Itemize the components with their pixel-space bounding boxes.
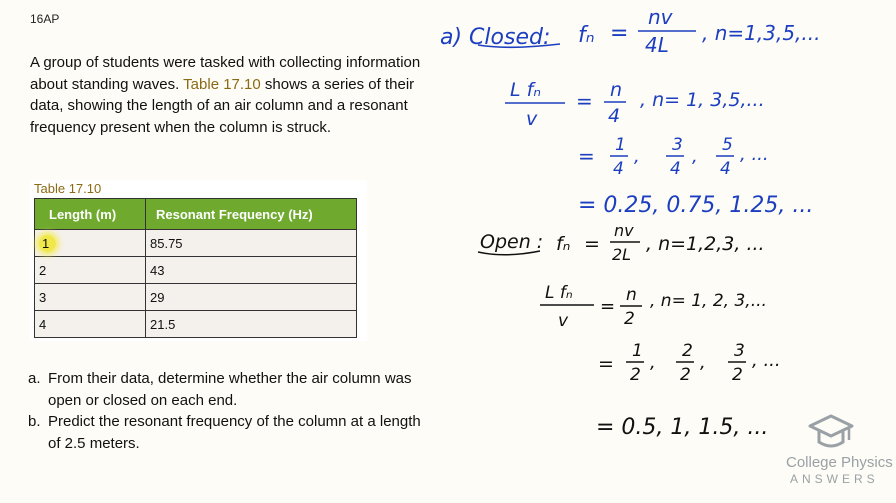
logo-subtext: ANSWERS [790, 472, 879, 486]
equals-sign: = [598, 353, 614, 375]
lfn-denominator: v [526, 108, 538, 130]
open-n-range-2: , n= 1, 2, 3,... [650, 291, 767, 311]
column-header-length: Length (m) [35, 199, 146, 230]
table-cell-length: 3 [35, 284, 146, 311]
problem-id: 16AP [30, 12, 60, 26]
column-header-frequency: Resonant Frequency (Hz) [146, 199, 357, 230]
comma: , [692, 146, 698, 167]
table-cell-length: 4 [35, 311, 146, 338]
table-cell-frequency: 43 [146, 257, 357, 284]
question-label: b. [28, 413, 41, 430]
question-text: From their data, determine whether the air column was open or closed on each end. [48, 370, 412, 409]
open-values: = 0.5, 1, 1.5, ... [596, 415, 769, 440]
problem-intro: A group of students were tasked with collecting information about standing waves. [30, 54, 421, 93]
closed-n-range-2: , n= 1, 3,5,... [640, 89, 765, 111]
frac-1-num: 1 [615, 135, 626, 155]
closed-values: = 0.25, 0.75, 1.25, ... [578, 193, 814, 218]
n-over-two-denominator: 2 [624, 309, 635, 329]
open-lfn-numerator: L fₙ [545, 283, 573, 303]
equals-sign: = [600, 296, 616, 317]
closed-denominator: 4L [645, 33, 669, 57]
closed-equals: = [610, 21, 629, 46]
frac-three-halves-num: 3 [734, 341, 745, 361]
frac-half-num: 1 [632, 341, 643, 361]
frac-1-den: 4 [613, 159, 624, 179]
frac-5-den: 4 [720, 159, 731, 179]
closed-heading: a) Closed: [440, 25, 551, 50]
frac-3-num: 3 [672, 135, 683, 155]
table-cell-frequency: 85.75 [146, 230, 357, 257]
comma: , [634, 146, 640, 167]
table-reference-link: Table 17.10 [183, 75, 261, 93]
open-fn: fₙ [556, 233, 571, 255]
frac-one-den: 2 [680, 365, 691, 385]
comma: , [700, 352, 706, 373]
frac-5-num: 5 [722, 135, 733, 155]
table-cell-length: 2 [35, 257, 146, 284]
closed-n-range: , n=1,3,5,... [702, 21, 821, 45]
ellipsis: , ... [752, 350, 781, 371]
question-text: Predict the resonant frequency of the column at a length of 2.5 meters. [48, 413, 421, 452]
logo-text: College Physics [786, 454, 893, 471]
graduation-cap-icon [808, 412, 854, 452]
ellipsis: , ... [740, 144, 769, 165]
college-physics-answers-logo [786, 410, 893, 490]
table-caption: Table 17.10 [34, 181, 102, 196]
frac-one-num: 2 [682, 341, 693, 361]
problem-intro-rest: shows a series of their data, showing the length of an air column and a resonant frequency present when the column is struck. [30, 75, 415, 136]
equals-sign: = [576, 89, 593, 113]
n-over-four-denominator: 4 [608, 105, 621, 127]
lfn-numerator: L fₙ [510, 79, 541, 101]
open-denominator: 2L [612, 245, 632, 264]
frac-3-den: 4 [670, 159, 681, 179]
open-numerator: nv [614, 221, 634, 240]
frac-half-den: 2 [630, 365, 641, 385]
closed-numerator: nv [648, 5, 673, 29]
closed-fn: fₙ [578, 23, 595, 48]
table-cell-frequency: 21.5 [146, 311, 357, 338]
open-n-range: , n=1,2,3, ... [646, 233, 765, 255]
comma: , [650, 352, 656, 373]
open-heading: Open : [480, 231, 544, 253]
question-label: a. [28, 370, 41, 387]
equals-sign: = [584, 233, 600, 255]
table-cell-frequency: 29 [146, 284, 357, 311]
equals-sign: = [578, 144, 595, 168]
frac-three-halves-den: 2 [732, 365, 743, 385]
open-lfn-denominator: v [558, 311, 569, 331]
n-over-two-numerator: n [626, 285, 637, 305]
highlighted-value: 1 [39, 235, 56, 252]
n-over-four-numerator: n [610, 79, 623, 101]
